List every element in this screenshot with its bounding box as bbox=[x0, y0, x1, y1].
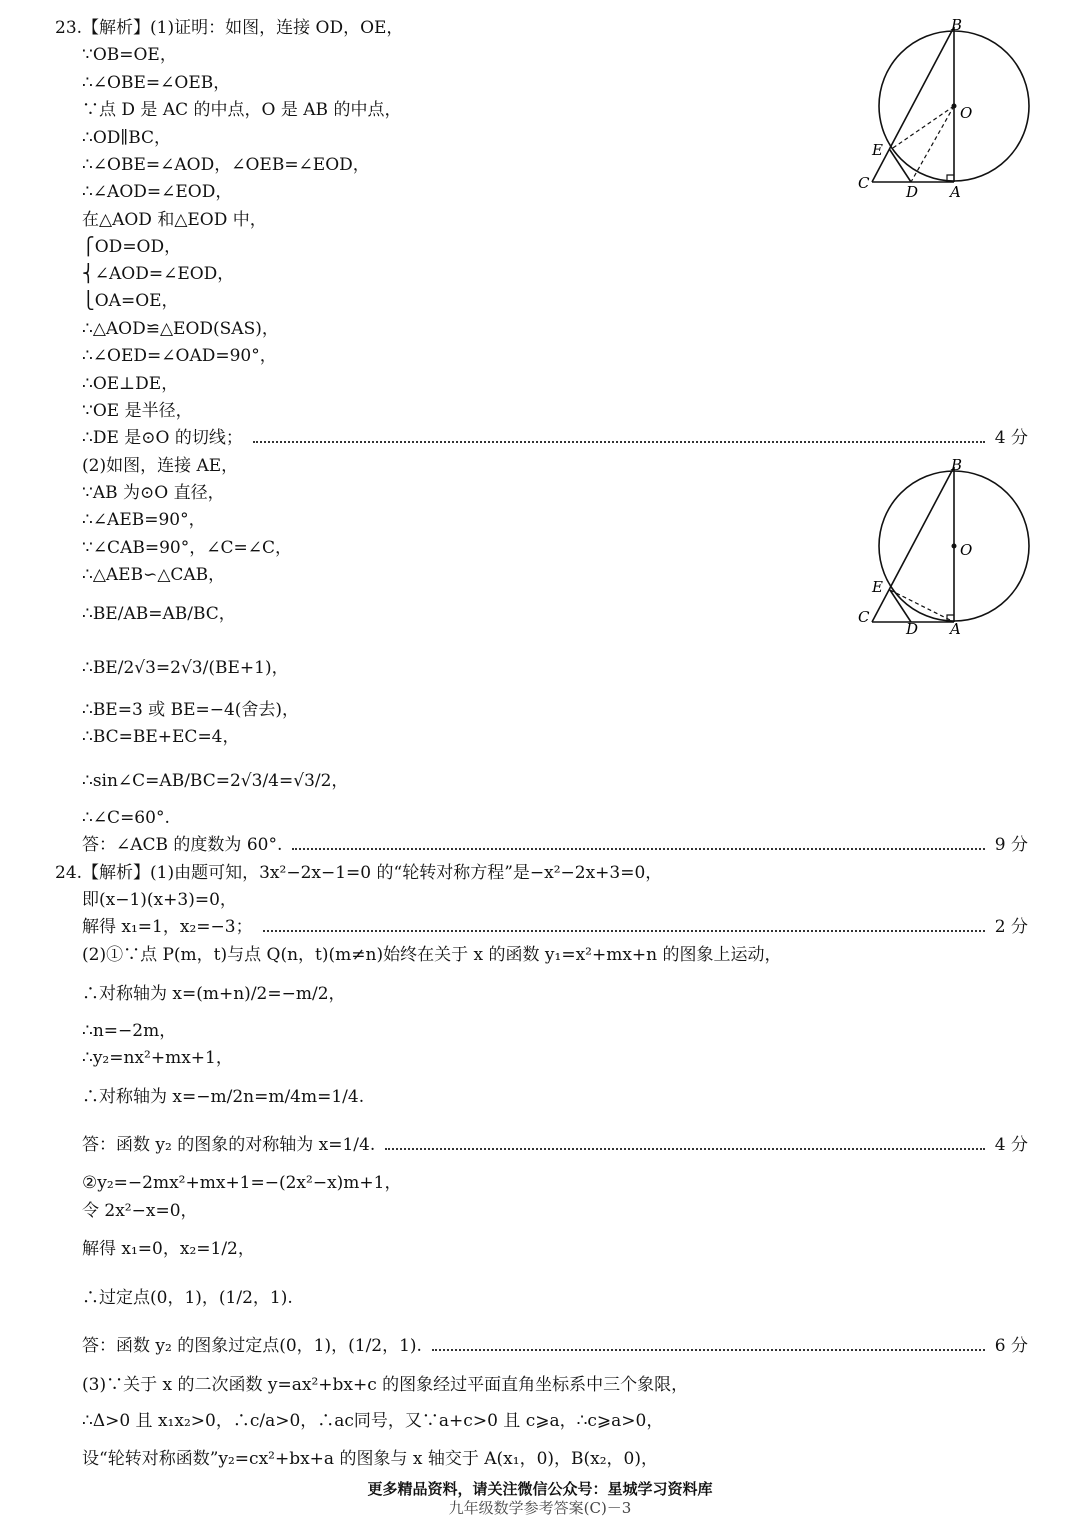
q23-line: ∵点 D 是 AC 的中点，O 是 AB 的中点， bbox=[82, 100, 402, 120]
label-o: O bbox=[960, 541, 973, 559]
label-b: B bbox=[951, 16, 963, 34]
q23-line: ⎧OD=OD， bbox=[82, 237, 182, 257]
q23-score-line-2 bbox=[82, 834, 1028, 856]
q23-line: ∵∠CAB=90°，∠C=∠C， bbox=[82, 538, 292, 558]
dot-leader bbox=[263, 930, 985, 932]
score: 9 分 bbox=[994, 835, 1028, 855]
label-o: O bbox=[960, 104, 973, 122]
score: 4 分 bbox=[994, 428, 1028, 448]
center-point bbox=[952, 104, 957, 109]
line-bc bbox=[872, 27, 954, 182]
promo-footer: 更多精品资料，请关注微信公众号：星城学习资料库 bbox=[367, 1480, 713, 1498]
center-point bbox=[952, 544, 957, 549]
circle-figure-1 bbox=[850, 12, 1040, 202]
label-a: A bbox=[950, 183, 961, 201]
q24-score-line-1 bbox=[82, 916, 1028, 938]
label-e: E bbox=[872, 578, 883, 596]
score: 6 分 bbox=[994, 1336, 1028, 1356]
q24-line: 令 2x²−x=0， bbox=[82, 1201, 198, 1221]
q24-line: ∴Δ>0 且 x₁x₂>0，∴c/a>0，∴ac同号，又∵a+c>0 且 c⩾a，∴c⩾a>0， bbox=[82, 1411, 664, 1431]
dot-leader bbox=[253, 441, 985, 443]
dashed-oe bbox=[890, 106, 954, 150]
q24-line: ∴对称轴为 x=−m/2n=m/4m=1/4. bbox=[82, 1087, 365, 1107]
q23-line: 答：∠ACB 的度数为 60°. bbox=[82, 835, 283, 855]
q23-line: ∴△AOD≌△EOD(SAS)， bbox=[82, 319, 279, 339]
q24-line: ∴对称轴为 x=(m+n)/2=−m/2， bbox=[82, 984, 346, 1004]
q24-line: ∴n=−2m， bbox=[82, 1021, 177, 1041]
q24-line: ∴过定点(0，1)，(1/2，1). bbox=[82, 1288, 293, 1308]
label-b: B bbox=[951, 456, 963, 474]
q24-line: 答：函数 y₂ 的图象的对称轴为 x=1/4. bbox=[82, 1135, 376, 1155]
label-d: D bbox=[906, 183, 919, 201]
page-label: 九年级数学参考答案(C)－3 bbox=[448, 1499, 632, 1517]
q23-line: ∴BC=BE+EC=4， bbox=[82, 727, 240, 747]
q24-line: 答：函数 y₂ 的图象过定点(0，1)，(1/2，1). bbox=[82, 1336, 422, 1356]
q24-score-line-3 bbox=[82, 1335, 1028, 1357]
label-a: A bbox=[950, 620, 961, 638]
dot-leader bbox=[385, 1148, 985, 1150]
q24-line: ②y₂=−2mx²+mx+1=−(2x²−x)m+1， bbox=[82, 1173, 402, 1193]
score: 2 分 bbox=[994, 917, 1028, 937]
circle-figure-2 bbox=[850, 452, 1040, 642]
dot-leader bbox=[432, 1349, 985, 1351]
q23-line: ∵AB 为⊙O 直径， bbox=[82, 483, 225, 503]
label-e: E bbox=[872, 141, 883, 159]
q23-line: ∴∠OED=∠OAD=90°， bbox=[82, 346, 277, 366]
q23-line: ∴∠C=60°. bbox=[82, 808, 170, 828]
q24-line: 解得 x₁=1，x₂=−3； bbox=[82, 917, 253, 937]
q24-line: 24.【解析】(1)由题可知，3x²−2x−1=0 的“轮转对称方程”是−x²−2x+3=0， bbox=[55, 863, 663, 883]
q23-line: ∴BE=3 或 BE=−4(舍去)， bbox=[82, 700, 300, 720]
q23-line: 在△AOD 和△EOD 中， bbox=[82, 210, 267, 230]
q24-score-line-2 bbox=[82, 1134, 1028, 1156]
score: 4 分 bbox=[994, 1135, 1028, 1155]
q23-line: ∴∠AEB=90°， bbox=[82, 510, 206, 530]
q23-line: ∴sin∠C=AB/BC=2√3/4=√3/2， bbox=[82, 771, 349, 791]
q24-line: 即(x−1)(x+3)=0， bbox=[82, 890, 237, 910]
q23-line: 23.【解析】(1)证明：如图，连接 OD，OE， bbox=[55, 18, 404, 38]
q23-line: ∴BE/2√3=2√3/(BE+1)， bbox=[82, 658, 289, 678]
q24-line: (3)∵关于 x 的二次函数 y=ax²+bx+c 的图象经过平面直角坐标系中三个象限， bbox=[82, 1375, 689, 1395]
line-bc bbox=[872, 467, 954, 622]
label-c: C bbox=[858, 174, 870, 192]
q23-line: ∵OB=OE， bbox=[82, 45, 177, 65]
dot-leader bbox=[292, 848, 984, 850]
label-d: D bbox=[906, 620, 919, 638]
q23-score-line-1 bbox=[82, 427, 1028, 449]
label-c: C bbox=[858, 608, 870, 626]
q24-line: 解得 x₁=0，x₂=1/2， bbox=[82, 1239, 255, 1259]
q24-line: ∴y₂=nx²+mx+1， bbox=[82, 1048, 233, 1068]
q23-line: ⎩OA=OE， bbox=[82, 291, 179, 311]
q23-line: (2)如图，连接 AE， bbox=[82, 456, 239, 476]
q23-line: ∴∠OBE=∠OEB， bbox=[82, 73, 231, 93]
q23-line: ∴∠OBE=∠AOD，∠OEB=∠EOD， bbox=[82, 155, 370, 175]
q24-line: 设“轮转对称函数”y₂=cx²+bx+a 的图象与 x 轴交于 A(x₁，0)，B(x₂，0)， bbox=[82, 1449, 658, 1469]
q23-line: ∴DE 是⊙O 的切线； bbox=[82, 428, 243, 448]
q23-line: ∴△AEB∽△CAB， bbox=[82, 565, 226, 585]
q23-line: ∵OE 是半径， bbox=[82, 401, 193, 421]
q23-line: ∴BE/AB=AB/BC， bbox=[82, 604, 236, 624]
q23-line: ∴∠AOD=∠EOD， bbox=[82, 182, 233, 202]
q23-line: ⎨∠AOD=∠EOD， bbox=[82, 264, 235, 284]
q23-line: ∴OD∥BC， bbox=[82, 128, 172, 148]
q23-line: ∴OE⊥DE， bbox=[82, 374, 179, 394]
q24-line: (2)①∵点 P(m，t)与点 Q(n，t)(m≠n)始终在关于 x 的函数 y₁=x²+mx+n 的图象上运动， bbox=[82, 945, 782, 965]
